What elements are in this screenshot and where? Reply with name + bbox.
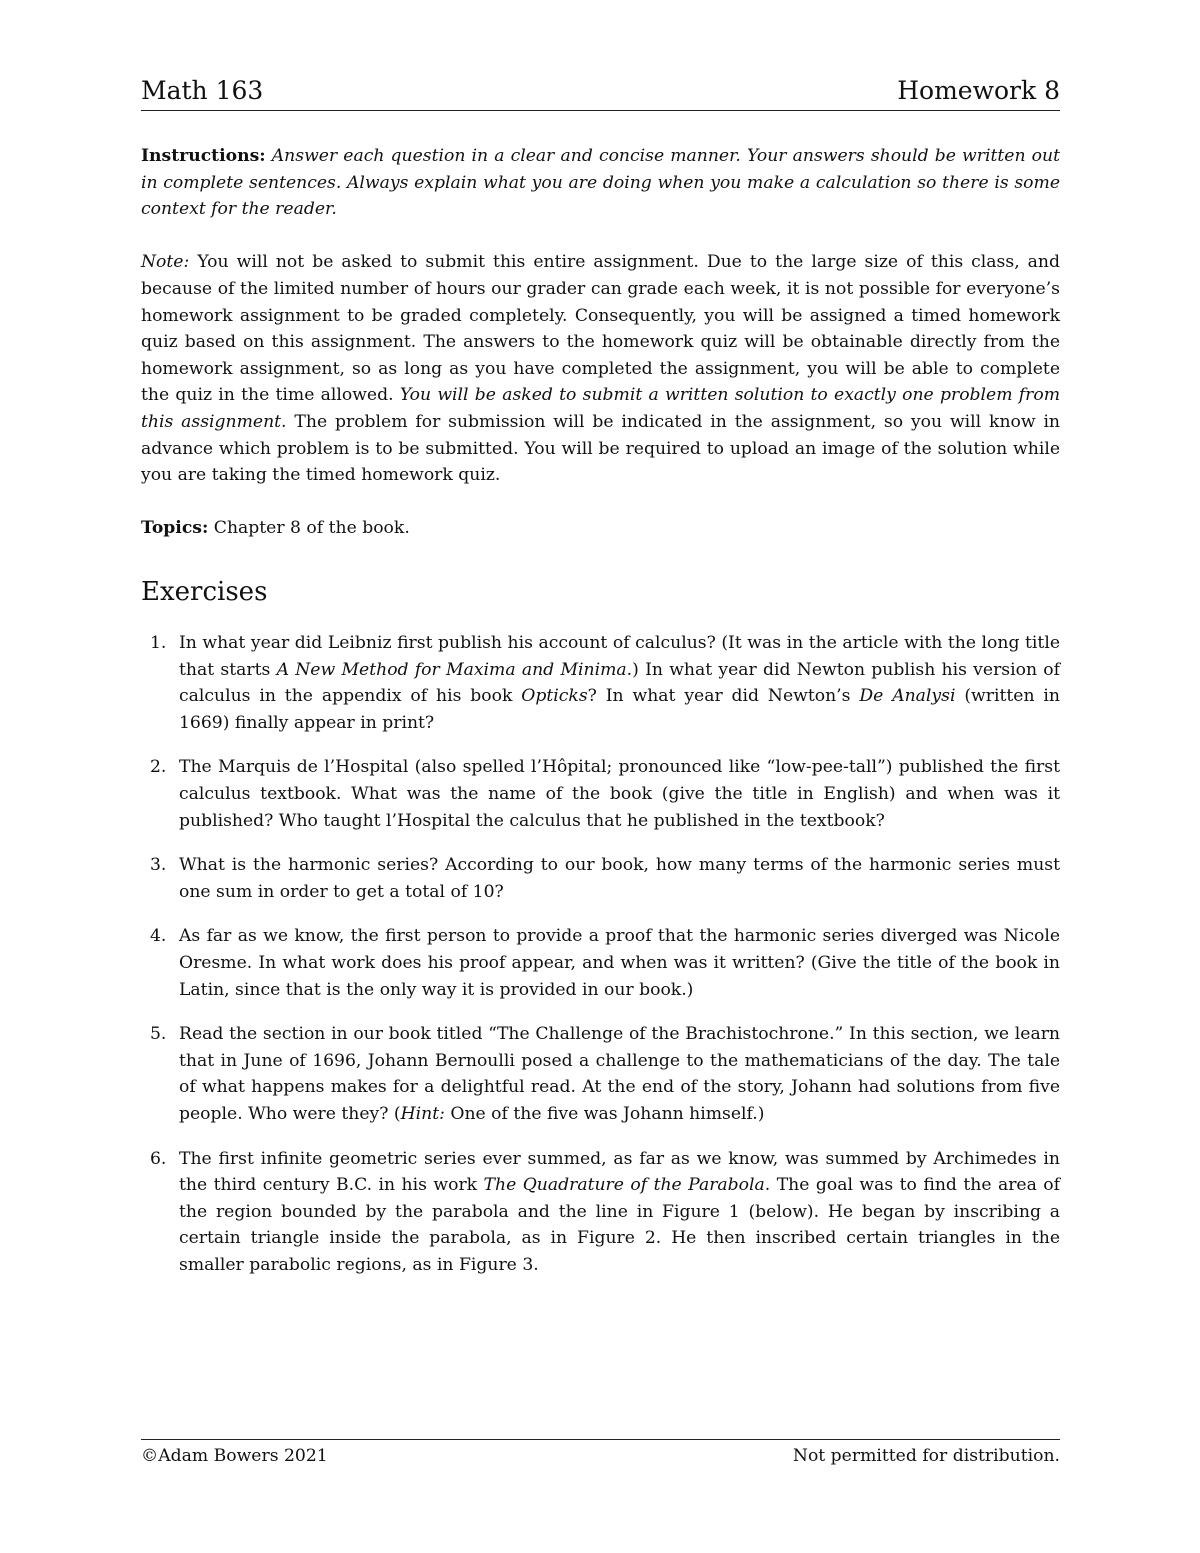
exercise-item <box>141 754 1060 834</box>
note-label: Note: <box>141 252 190 273</box>
exercise-number: 4. <box>150 926 167 947</box>
note-emphasis: You will be asked to submit a written solution to exactly one problem from this assignment. <box>141 385 1060 432</box>
page-footer <box>141 1439 1060 1466</box>
exercise-title-italic: The Quadrature of the Parabola <box>483 1175 765 1196</box>
exercise-text: Read the section in our book titled “The Challenge of the Brachistochrone.” In this section, we learn that in June of 1696, Johann Bernoulli posed a challenge to the mathematicians of the day. The tale of what happens makes for a delightful read. At the end of the story, Johann had solutions from five people. Who were they? ( <box>179 1024 1060 1124</box>
note-text-2: The problem for submission will be indicated in the assignment, so you will know in advance which problem is to be submitted. You will be required to upload an image of the solution while you are taking the timed homework quiz. <box>141 411 1061 486</box>
exercise-text: (written in 1669) finally appear in print? <box>179 686 1060 733</box>
instructions-text: Answer each question in a clear and concise manner. Your answers should be written out in complete sentences. Always explain what you are doing when you make a calculation so there is some context for the reader. <box>141 146 1060 220</box>
exercise-item <box>141 923 1060 1003</box>
exercise-item <box>141 630 1060 736</box>
course-title: Math 163 <box>141 76 264 105</box>
exercise-title-italic: De Analysi <box>859 686 956 707</box>
exercise-item <box>141 1146 1060 1279</box>
note-paragraph <box>141 249 1060 488</box>
topics-label: Topics: <box>141 518 209 539</box>
exercise-text: What is the harmonic series? According to our book, how many terms of the harmonic series must one sum in order to get a total of 10? <box>179 855 1060 902</box>
exercise-text: The Marquis de l’Hospital (also spelled l’Hôpital; pronounced like “low-pee-tall”) published the first calculus textbook. What was the name of the book (give the title in English) and when was it published? Who taught l’Hospital the calculus that he published in the textbook? <box>179 757 1060 831</box>
instructions-label: Instructions: <box>141 146 266 166</box>
exercise-item <box>141 1021 1060 1127</box>
exercise-text: .) In what year did Newton publish his version of calculus in the appendix of his book <box>179 659 1060 707</box>
exercise-number: 6. <box>150 1148 167 1169</box>
hint-label: Hint: <box>400 1103 445 1124</box>
topics-text: Chapter 8 of the book. <box>213 518 410 539</box>
exercise-number: 2. <box>150 757 167 778</box>
copyright-text: ©Adam Bowers 2021 <box>141 1446 328 1466</box>
intro-section <box>141 143 1060 569</box>
instructions-paragraph <box>141 143 1060 223</box>
topics-paragraph <box>141 515 1060 542</box>
exercise-number: 3. <box>150 855 167 876</box>
exercise-item <box>141 852 1060 905</box>
exercise-text: In what year did Leibniz first publish his account of calculus? (It was in the article with the long title that starts <box>179 633 1060 680</box>
exercise-number: 5. <box>150 1024 167 1045</box>
assignment-title: Homework 8 <box>897 76 1060 105</box>
exercise-title-italic: Opticks <box>521 686 588 707</box>
note-text-1: You will not be asked to submit this entire assignment. Due to the large size of this class, and because of the limited number of hours our grader can grade each week, it is not possible for everyone’s homework assignment to be graded completely. Consequently, you will be assigned a timed homework quiz based on this assignment. The answers to the homework quiz will be obtainable directly from the homework assignment, so as long as you have completed the assignment, you will be able to complete the quiz in the time allowed. <box>141 252 1061 406</box>
exercises-heading: Exercises <box>141 577 268 607</box>
exercise-text: One of the five was Johann himself.) <box>444 1103 765 1124</box>
exercise-list <box>141 630 1060 1296</box>
distribution-notice: Not permitted for distribution. <box>792 1446 1060 1466</box>
document-page <box>141 0 1060 1553</box>
exercise-title-italic: A New Method for Maxima and Minima <box>276 659 627 680</box>
exercise-text: ? In what year did Newton’s <box>587 686 860 707</box>
exercise-text: The first infinite geometric series ever summed, as far as we know, was summed by Archimedes in the third century B.C. in his work <box>179 1148 1060 1196</box>
exercise-text: . The goal was to find the area of the region bounded by the parabola and the line in Figure 1 (below). He began by inscribing a certain triangle inside the parabola, as in Figure 2. He then inscribed certain triangles in the smaller parabolic regions, as in Figure 3. <box>179 1175 1061 1275</box>
page-header <box>141 76 1060 111</box>
exercise-text: As far as we know, the first person to provide a proof that the harmonic series diverged was Nicole Oresme. In what work does his proof appear, and when was it written? (Give the title of the book in Latin, since that is the only way it is provided in our book.) <box>179 926 1060 1000</box>
exercise-number: 1. <box>150 633 167 653</box>
